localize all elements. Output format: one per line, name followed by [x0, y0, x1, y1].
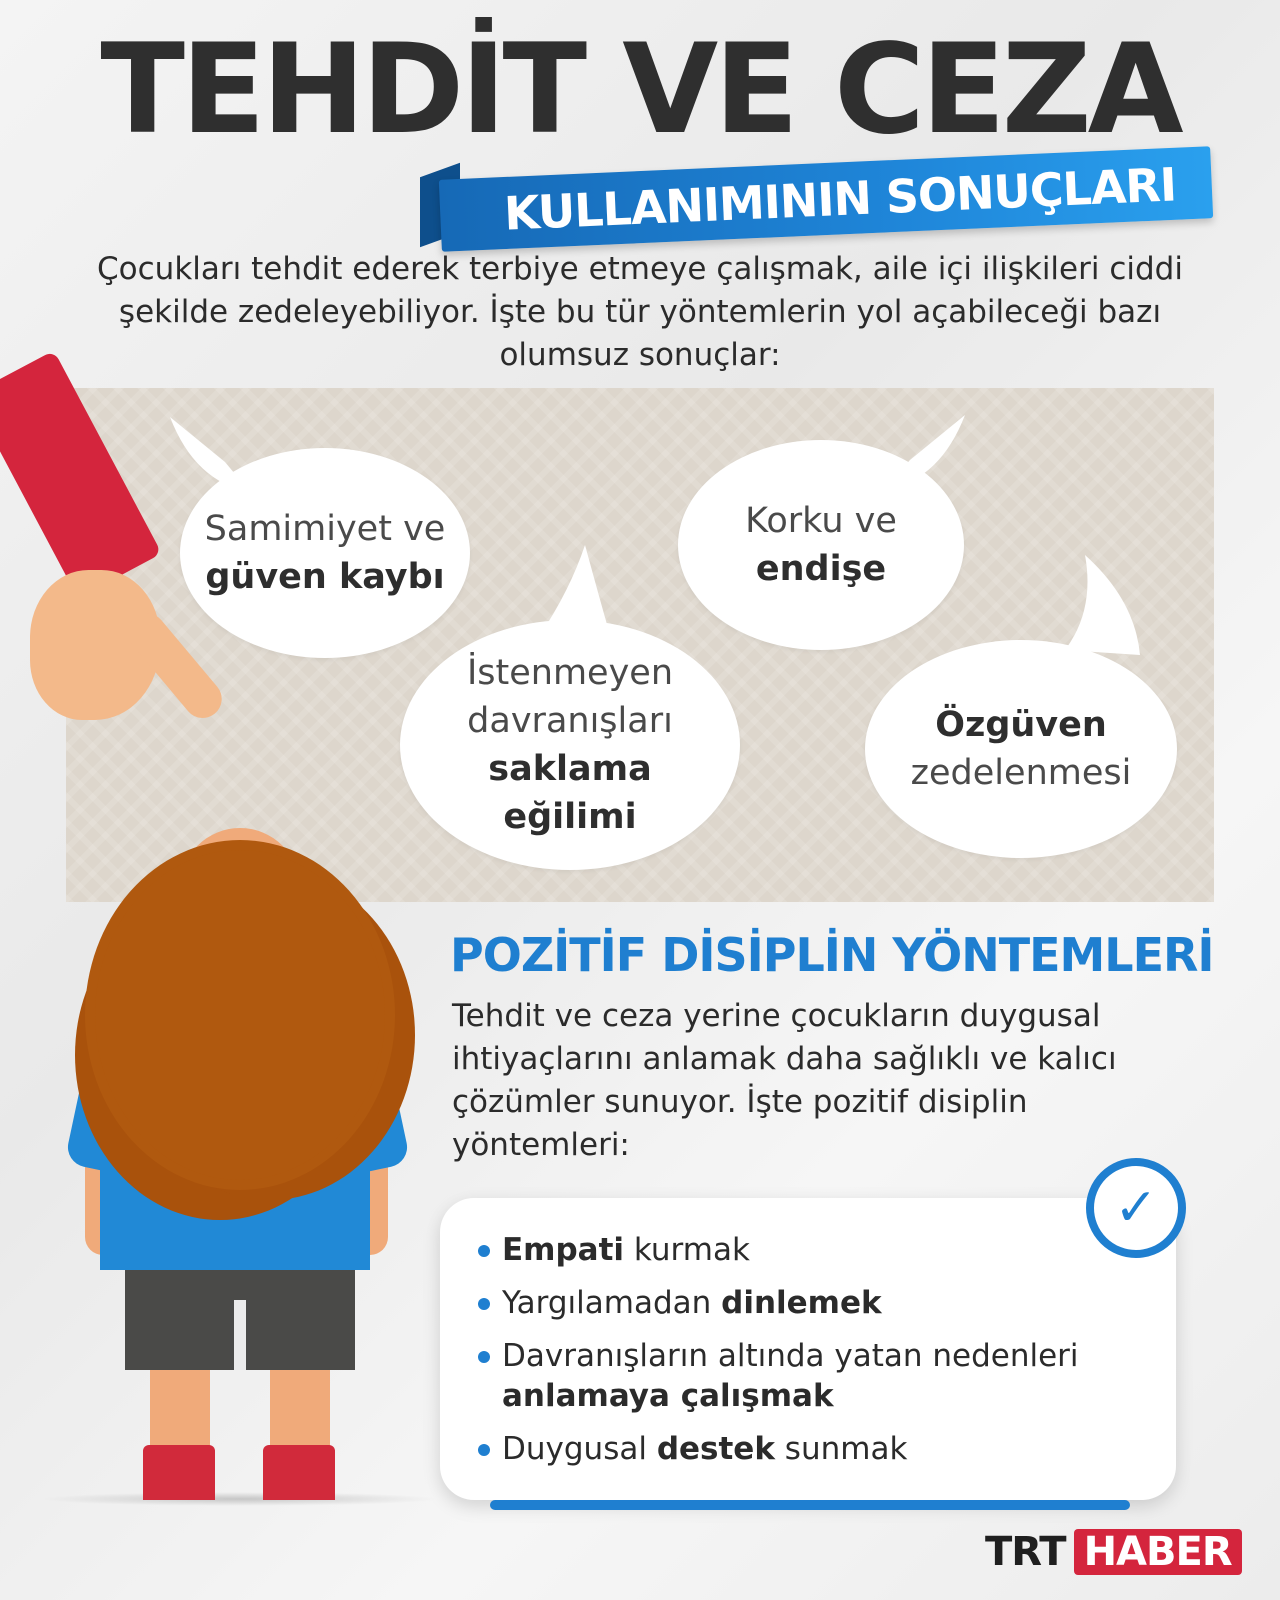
- method-text: sunmak: [774, 1431, 908, 1467]
- list-item: [478, 1336, 1158, 1416]
- ground-shadow: [40, 1492, 440, 1506]
- bubble-self-esteem: [865, 640, 1177, 858]
- logo-haber: HABER: [1074, 1529, 1242, 1575]
- intro-text: Çocukları tehdit ederek terbiye etmeye çalışmak, aile içi ilişkileri ciddi şekilde zedeleyebiliyor. İşte bu tür yöntemlerin yol açabileceği bazı olumsuz sonuçlar:: [97, 251, 1183, 373]
- bubble-fear-bold: endişe: [755, 549, 887, 589]
- bubble-self-esteem-normal: zedelenmesi: [910, 753, 1132, 793]
- method-bold: Empati: [502, 1232, 625, 1268]
- method-text: Davranışların altında yatan nedenleri: [502, 1338, 1079, 1374]
- method-bold: anlamaya çalışmak: [502, 1378, 834, 1414]
- list-item: [478, 1230, 1158, 1270]
- method-text: Yargılamadan: [502, 1285, 722, 1321]
- methods-list: [478, 1230, 1158, 1482]
- bubble-fear-normal: Korku ve: [745, 501, 897, 541]
- method-bold: dinlemek: [721, 1285, 882, 1321]
- bubble-tail: [165, 412, 255, 502]
- child-shorts-gap: [234, 1300, 246, 1370]
- bubble-tail: [880, 410, 970, 500]
- child-hair: [95, 850, 385, 1180]
- list-item: [478, 1283, 1158, 1323]
- bubble-hiding-normal: İstenmeyen davranışları: [466, 653, 674, 741]
- section-text: Tehdit ve ceza yerine çocukların duygusal ihtiyaçlarını anlamak daha sağlıklı ve kalıcı çözümler sunuyor. İşte pozitif disiplin yöntemleri:: [452, 998, 1117, 1163]
- bubble-trust-loss-bold: güven kaybı: [205, 557, 445, 597]
- bubble-tail: [530, 540, 620, 640]
- section-title: POZİTİF DİSİPLİN YÖNTEMLERİ: [450, 928, 1214, 982]
- child-shoe-left: [143, 1445, 215, 1500]
- child-shoe-right: [263, 1445, 335, 1500]
- checkmark-icon: ✓: [1086, 1158, 1186, 1258]
- bubble-tail: [1055, 550, 1145, 660]
- list-item: [478, 1429, 1158, 1469]
- trt-haber-logo: [985, 1526, 1242, 1578]
- method-bold: destek: [656, 1431, 775, 1467]
- bubble-trust-loss-normal: Samimiyet ve: [204, 509, 446, 549]
- bubble-hiding-bold: saklama eğilimi: [488, 749, 652, 837]
- card-accent-bar: [490, 1500, 1130, 1510]
- page-title: TEHDİT VE CEZA: [100, 18, 1180, 162]
- page-subtitle: KULLANIMININ SONUÇLARI: [502, 157, 1178, 241]
- method-text: kurmak: [624, 1232, 750, 1268]
- method-text: Duygusal: [502, 1431, 657, 1467]
- logo-trt: TRT: [985, 1529, 1066, 1575]
- bubble-self-esteem-bold: Özgüven: [935, 705, 1107, 745]
- bubble-hiding-behavior: [400, 620, 740, 870]
